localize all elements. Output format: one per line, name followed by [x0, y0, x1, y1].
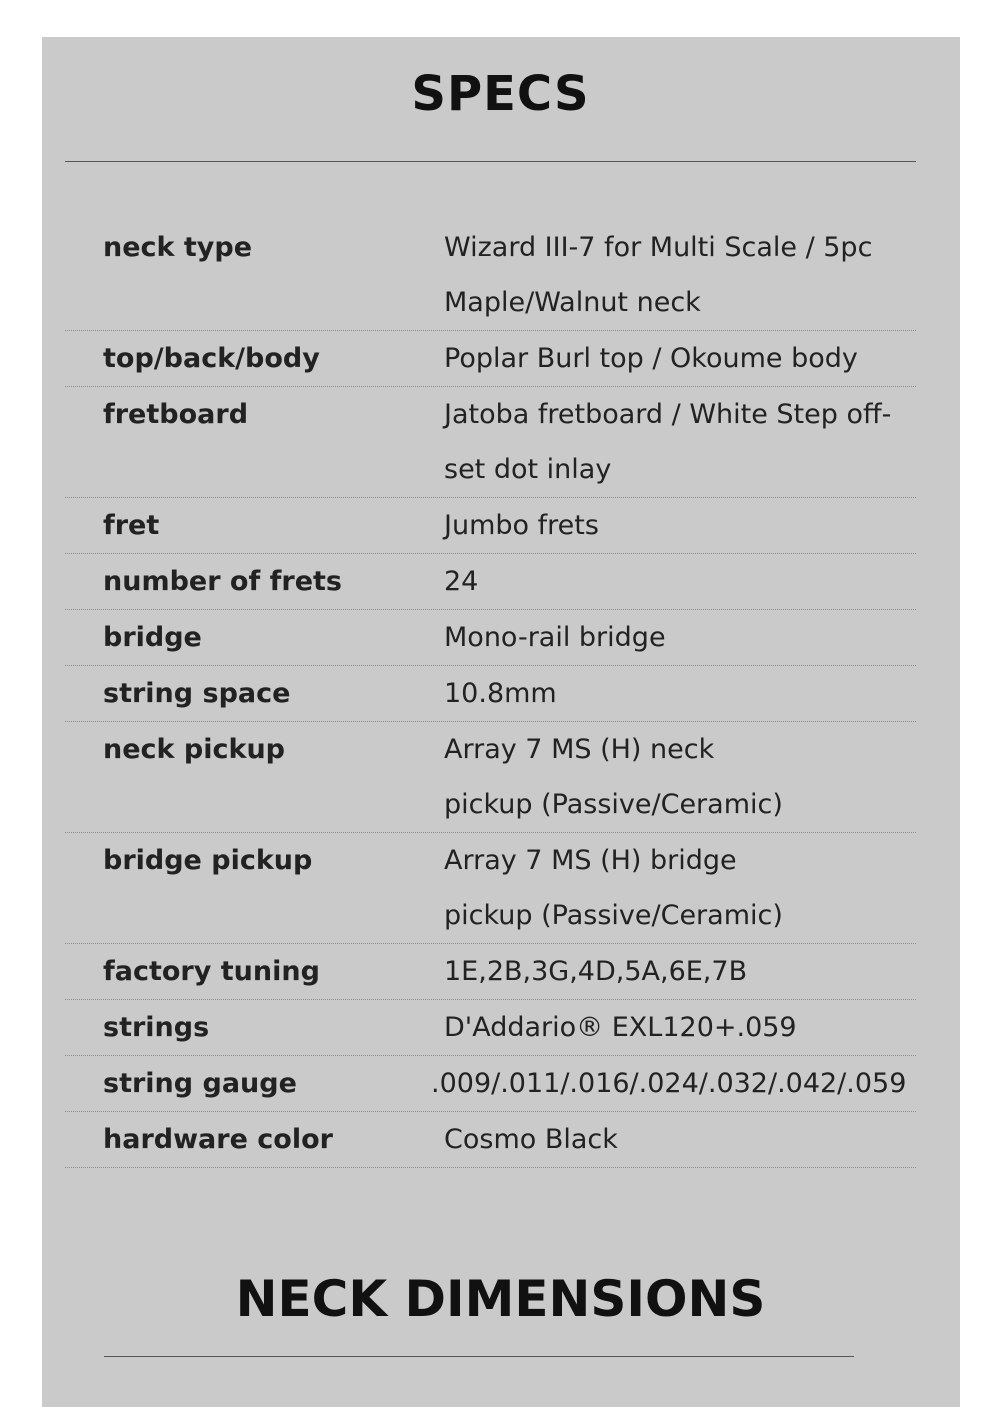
spec-value-line: 24: [444, 566, 479, 597]
spec-value: [444, 666, 916, 721]
spec-row: [65, 722, 916, 833]
spec-value-line: Poplar Burl top / Okoume body: [444, 343, 858, 374]
specs-title: SPECS: [411, 66, 590, 122]
spec-value-line: Wizard III-7 for Multi Scale / 5pc: [444, 232, 873, 263]
spec-value-line: Jatoba fretboard / White Step off-: [444, 399, 892, 430]
spec-value-line: 1E,2B,3G,4D,5A,6E,7B: [444, 956, 748, 987]
spec-value: [444, 722, 916, 832]
spec-row: [65, 387, 916, 498]
spec-value-line: Array 7 MS (H) bridge: [444, 845, 737, 876]
spec-value-line: Cosmo Black: [444, 1124, 618, 1155]
spec-label: bridge: [103, 622, 202, 653]
spec-value-line: Maple/Walnut neck: [444, 287, 701, 318]
spec-value: [444, 610, 916, 665]
spec-value: [444, 498, 916, 553]
spec-value-line: Array 7 MS (H) neck: [444, 734, 715, 765]
spec-value: [444, 220, 916, 330]
spec-value-line: D'Addario® EXL120+.059: [444, 1012, 797, 1043]
spec-row: [65, 554, 916, 610]
spec-table: [65, 220, 916, 1168]
spec-label: bridge pickup: [103, 845, 313, 876]
spec-label: number of frets: [103, 566, 342, 597]
spec-value-line: set dot inlay: [444, 454, 612, 485]
spec-label: factory tuning: [103, 956, 320, 987]
spec-value-line: Mono-rail bridge: [444, 622, 666, 653]
spec-label: string gauge: [103, 1068, 297, 1099]
spec-value: [444, 1112, 916, 1167]
spec-value: [444, 1000, 916, 1055]
spec-value: [431, 1056, 916, 1111]
spec-row: [65, 1056, 916, 1112]
spec-row: [65, 498, 916, 554]
spec-label: strings: [103, 1012, 210, 1043]
spec-value: [444, 331, 916, 386]
spec-row: [65, 1112, 916, 1168]
spec-value: [444, 387, 916, 497]
specs-title-divider: [65, 161, 916, 162]
spec-row: [65, 220, 916, 331]
spec-row: [65, 944, 916, 1000]
spec-value: [444, 833, 916, 943]
spec-label: neck type: [103, 232, 253, 263]
spec-value-line: 10.8mm: [444, 678, 557, 709]
spec-row: [65, 1000, 916, 1056]
spec-label: fretboard: [103, 399, 249, 430]
spec-value-line: Jumbo frets: [444, 510, 599, 541]
spec-label: string space: [103, 678, 291, 709]
spec-label: fret: [103, 510, 160, 541]
neck-dimensions-divider: [104, 1356, 854, 1357]
spec-value-line: pickup (Passive/Ceramic): [444, 900, 783, 931]
neck-dimensions-title: NECK DIMENSIONS: [235, 1270, 766, 1328]
spec-label: neck pickup: [103, 734, 285, 765]
spec-value-line: .009/.011/.016/.024/.032/.042/.059: [431, 1068, 907, 1099]
spec-value-line: pickup (Passive/Ceramic): [444, 789, 783, 820]
spec-row: [65, 331, 916, 387]
spec-row: [65, 610, 916, 666]
spec-row: [65, 833, 916, 944]
spec-label: hardware color: [103, 1124, 333, 1155]
spec-value: [444, 944, 916, 999]
spec-value: [444, 554, 916, 609]
spec-label: top/back/body: [103, 343, 320, 374]
spec-row: [65, 666, 916, 722]
